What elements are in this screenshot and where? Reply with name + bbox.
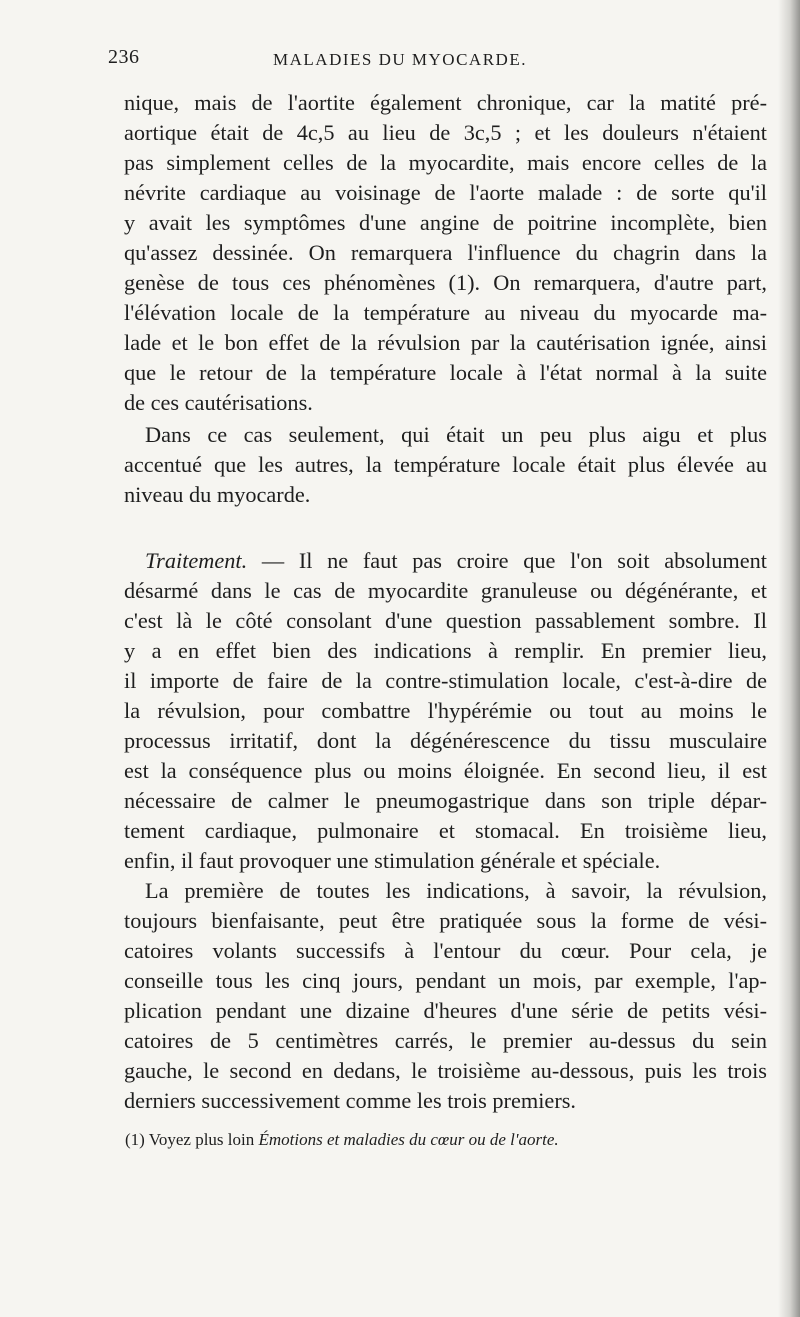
text-line: Dans ce cas seulement, qui était un peu plus aigu et plus <box>145 422 767 447</box>
text-line: catoires de 5 centimètres carrés, le premier au-dessus du sein <box>124 1028 767 1053</box>
text-line: enfin, il faut provoquer une stimulation générale et spéciale. <box>124 848 661 873</box>
text-line: aortique était de 4c,5 au lieu de 3c,5 ; et les douleurs n'étaient <box>124 120 767 145</box>
text-line: nécessaire de calmer le pneumogastrique dans son triple dépar- <box>124 788 767 813</box>
text-line: l'élévation locale de la température au niveau du myocarde ma- <box>124 300 767 325</box>
text-line: toujours bienfaisante, peut être pratiquée sous la forme de vési- <box>124 908 767 933</box>
text-line: de ces cautérisations. <box>124 390 313 415</box>
text-line: c'est là le côté consolant d'une question passablement sombre. Il <box>124 608 767 633</box>
text-line: est la conséquence plus ou moins éloignée. En second lieu, il est <box>124 758 767 783</box>
text-line <box>145 546 767 576</box>
text-line: plication pendant une dizaine d'heures d'une série de petits vési- <box>124 998 767 1023</box>
text-line: nique, mais de l'aortite également chronique, car la matité pré- <box>124 90 767 115</box>
text-line: il importe de faire de la contre-stimulation locale, c'est-à-dire de <box>124 668 767 693</box>
text-line: névrite cardiaque au voisinage de l'aorte malade : de sorte qu'il <box>124 180 767 205</box>
text-line: niveau du myocarde. <box>124 482 311 507</box>
text-line: accentué que les autres, la température locale était plus élevée au <box>124 452 767 477</box>
page-number: 236 <box>108 46 140 68</box>
page-edge-shadow <box>778 0 800 1317</box>
text-line: y avait les symptômes d'une angine de poitrine incomplète, bien <box>124 210 767 235</box>
text-line: pas simplement celles de la myocardite, mais encore celles de la <box>124 150 767 175</box>
text-line: genèse de tous ces phénomènes (1). On remarquera, d'autre part, <box>124 270 767 295</box>
text-line: derniers successivement comme les trois premiers. <box>124 1088 576 1113</box>
text-line: conseille tous les cinq jours, pendant un mois, par exemple, l'ap- <box>124 968 767 993</box>
footnote <box>125 1128 765 1152</box>
footnote-marker: (1) Voyez plus loin <box>125 1130 259 1149</box>
text-line: tement cardiaque, pulmonaire et stomacal. En troisième lieu, <box>124 818 767 843</box>
text-line: processus irritatif, dont la dégénérescence du tissu musculaire <box>124 728 767 753</box>
text-line: que le retour de la température locale à l'état normal à la suite <box>124 360 767 385</box>
text-line-rest: — Il ne faut pas croire que l'on soit absolument <box>247 548 767 573</box>
text-line: catoires volants successifs à l'entour du cœur. Pour cela, je <box>124 938 767 963</box>
text-line: gauche, le second en dedans, le troisième au-dessous, puis les trois <box>124 1058 767 1083</box>
text-line: La première de toutes les indications, à savoir, la révulsion, <box>145 878 767 903</box>
running-title: MALADIES DU MYOCARDE. <box>273 50 527 69</box>
text-line: la révulsion, pour combattre l'hypérémie ou tout au moins le <box>124 698 767 723</box>
text-line: qu'assez dessinée. On remarquera l'influence du chagrin dans la <box>124 240 767 265</box>
text-line: désarmé dans le cas de myocardite granuleuse ou dégénérante, et <box>124 578 767 603</box>
text-line: lade et le bon effet de la révulsion par la cautérisation ignée, ainsi <box>124 330 767 355</box>
text-line: y a en effet bien des indications à remplir. En premier lieu, <box>124 638 767 663</box>
section-heading: Traitement. <box>145 548 248 573</box>
footnote-title: Émotions et maladies du cœur ou de l'aorte. <box>258 1130 559 1149</box>
